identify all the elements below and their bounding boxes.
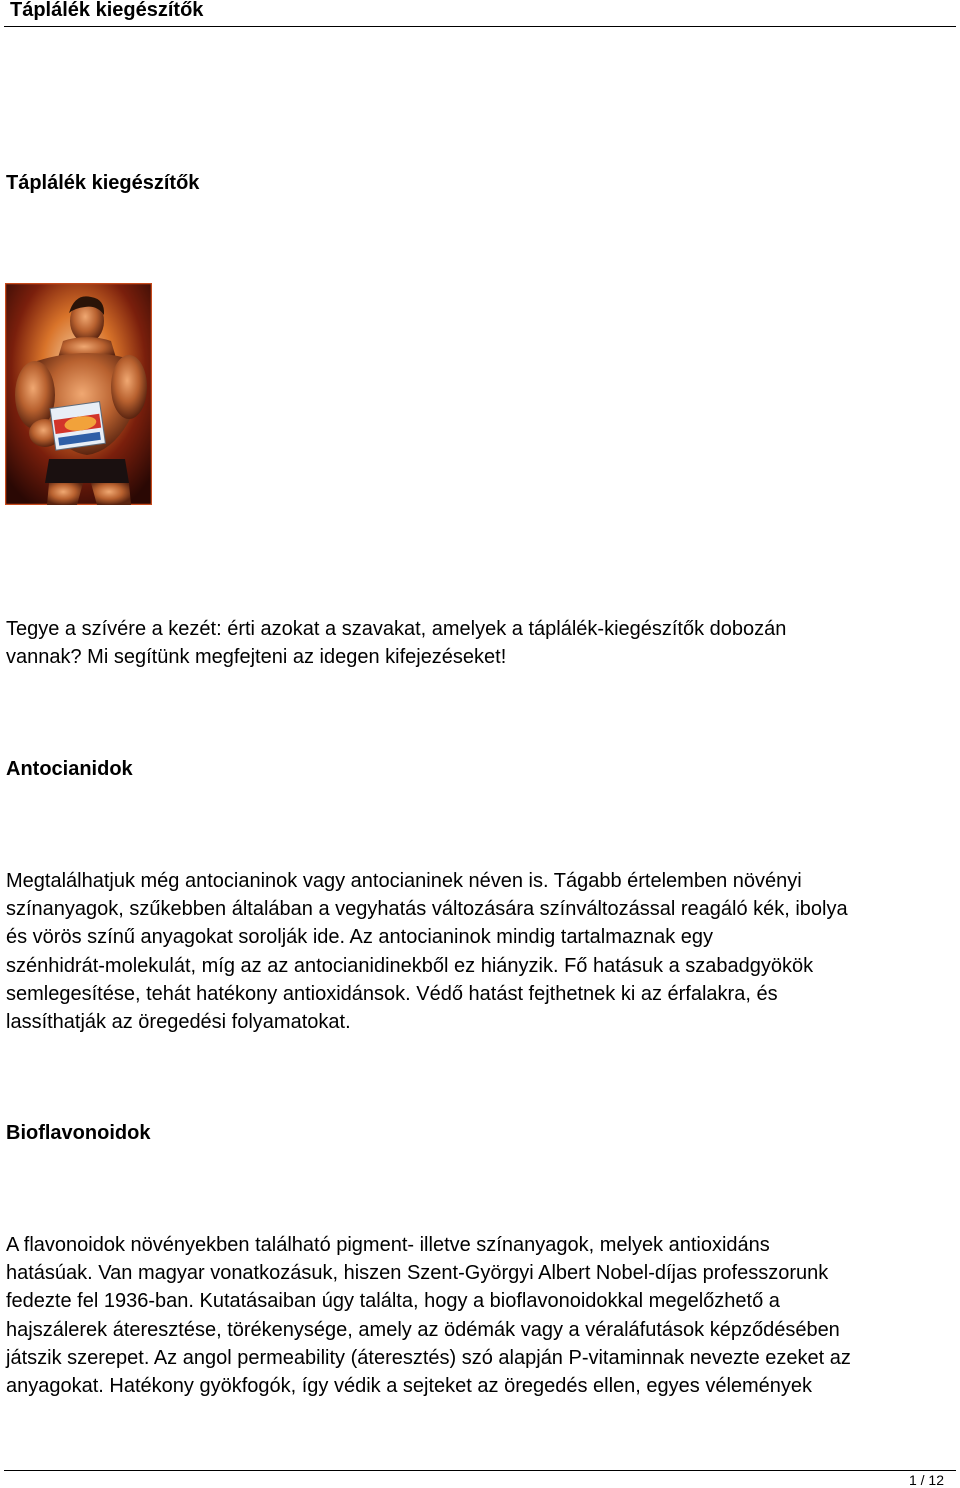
text-line: Megtalálhatjuk még antocianinok vagy antocianinek néven is. Tágabb értelemben növényi [6, 870, 802, 892]
page-number: 1 / 12 [908, 1472, 944, 1488]
header-title: Táplálék kiegészítők [10, 0, 204, 21]
footer-divider [4, 1470, 956, 1471]
text-line: hatásúak. Van magyar vonatkozásuk, hiszen Szent-Györgyi Albert Nobel-díjas professzorunk [6, 1262, 829, 1285]
text-line: lassíthatják az öregedési folyamatokat. [6, 1011, 351, 1034]
text-line: és vörös színű anyagokat sorolják ide. Az antocianinok mindig tartalmaznak egy [6, 926, 714, 949]
section-paragraph [6, 867, 956, 1036]
document-title: Táplálék kiegészítők [6, 172, 200, 194]
section-paragraph [6, 1231, 956, 1400]
section-heading: Antocianidok [6, 758, 133, 780]
text-line: semlegesítése, tehát hatékony antioxidánsok. Védő hatást fejthetnek ki az érfalakra, és [6, 982, 778, 1005]
text-line: Tegye a szívére a kezét: érti azokat a szavakat, amelyek a táplálék-kiegészítők dobozán [6, 618, 787, 640]
bodybuilder-product-photo [5, 283, 152, 505]
text-line: fedezte fel 1936-ban. Kutatásaiban úgy találta, hogy a bioflavonoidokkal megelőzhető a [6, 1290, 780, 1313]
section-heading: Bioflavonoidok [6, 1122, 151, 1144]
text-line: színanyagok, szűkebben általában a vegyhatás változására színváltozással reagáló kék, ibolya [6, 898, 848, 921]
text-line: anyagokat. Hatékony gyökfogók, így védik a sejteket az öregedés ellen, egyes vélemények [6, 1375, 813, 1398]
header-divider [4, 26, 956, 27]
text-line: vannak? Mi segítünk megfejteni az idegen kifejezéseket! [6, 646, 507, 669]
text-line: hajszálerek áteresztése, törékenysége, amely az ödémák vagy a véraláfutások képződésében [6, 1318, 840, 1341]
text-line: szénhidrát-molekulát, míg az az antocianidinekből ez hiányzik. Fő hatásuk a szabadgyökök [6, 954, 814, 977]
text-line: játszik szerepet. Az angol permeability (áteresztés) szó alapján P-vitaminnak nevezte ezeket az [6, 1346, 851, 1369]
text-line: A flavonoidok növényekben található pigment- illetve színanyagok, melyek antioxidáns [6, 1234, 770, 1256]
intro-paragraph [6, 615, 956, 671]
